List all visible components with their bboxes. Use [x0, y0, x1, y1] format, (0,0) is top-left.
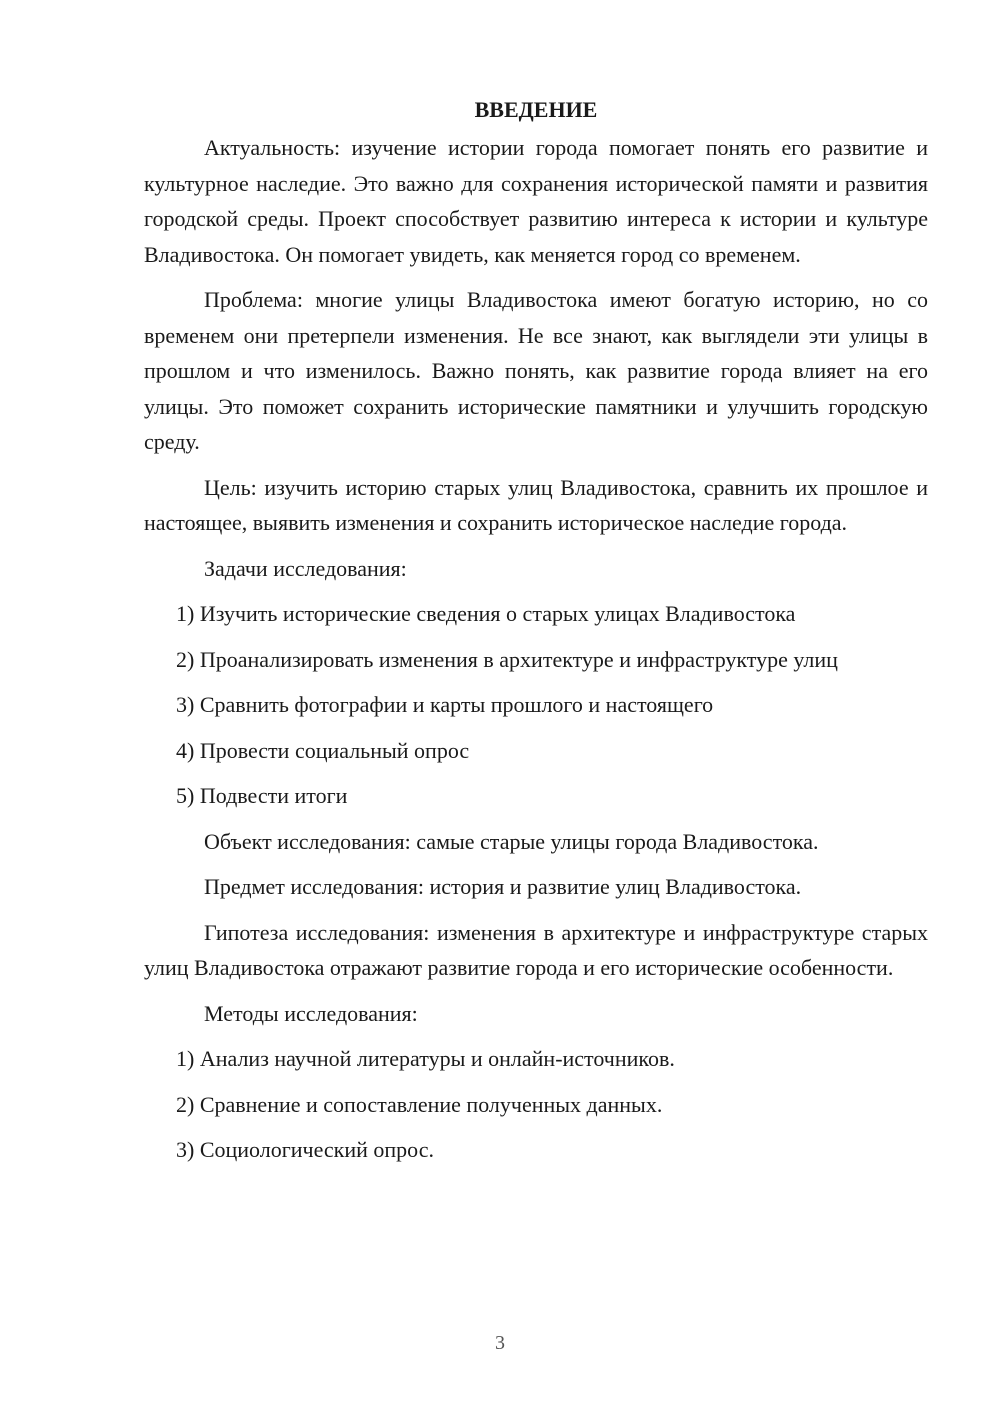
hypothesis-paragraph: Гипотеза исследования: изменения в архитектуре и инфраструктуре старых улиц Владивостока отражают развитие города и его исторические особенности.	[144, 919, 928, 980]
subject-line: Предмет исследования: история и развитие улиц Владивостока.	[204, 874, 802, 899]
page-number: 3	[495, 1332, 505, 1354]
goal-paragraph: Цель: изучить историю старых улиц Владивостока, сравнить их прошлое и настоящее, выявить изменения и сохранить историческое наследие города.	[144, 474, 928, 535]
list-item: 4) Провести социальный опрос	[176, 737, 470, 763]
tasks-list	[144, 596, 928, 814]
methods-list	[144, 1041, 928, 1168]
list-item: 2) Проанализировать изменения в архитектуре и инфраструктуре улиц	[176, 646, 838, 672]
tasks-title: Задачи исследования:	[204, 555, 407, 581]
list-item: 3) Социологический опрос.	[176, 1137, 434, 1162]
list-item: 1) Изучить исторические сведения о старых улицах Владивостока	[176, 601, 796, 626]
section-heading: ВВЕДЕНИЕ	[474, 97, 598, 122]
list-item: 3) Сравнить фотографии и карты прошлого и настоящего	[176, 692, 714, 717]
methods-title: Методы исследования:	[204, 1000, 418, 1026]
list-item: 2) Сравнение и сопоставление полученных данных.	[176, 1091, 663, 1117]
object-line: Объект исследования: самые старые улицы города Владивостока.	[204, 828, 819, 854]
list-item: 1) Анализ научной литературы и онлайн-источников.	[176, 1046, 675, 1071]
problem-paragraph: Проблема: многие улицы Владивостока имеют богатую историю, но со временем они претерпели изменения. Не все знают, как выглядели эти улицы в прошлом и что изменилось. Важно понять, как развитие города влияет на его улицы. Это поможет сохранить исторические памятники и улучшить городскую среду.	[144, 287, 928, 454]
document-page	[144, 92, 928, 1178]
list-item: 5) Подвести итоги	[176, 783, 348, 808]
relevance-paragraph: Актуальность: изучение истории города помогает понять его развитие и культурное наследие. Это важно для сохранения исторической памяти и развития городской среды. Проект способствует развитию интереса к истории и культуре Владивостока. Он помогает увидеть, как меняется город со временем.	[144, 135, 928, 267]
